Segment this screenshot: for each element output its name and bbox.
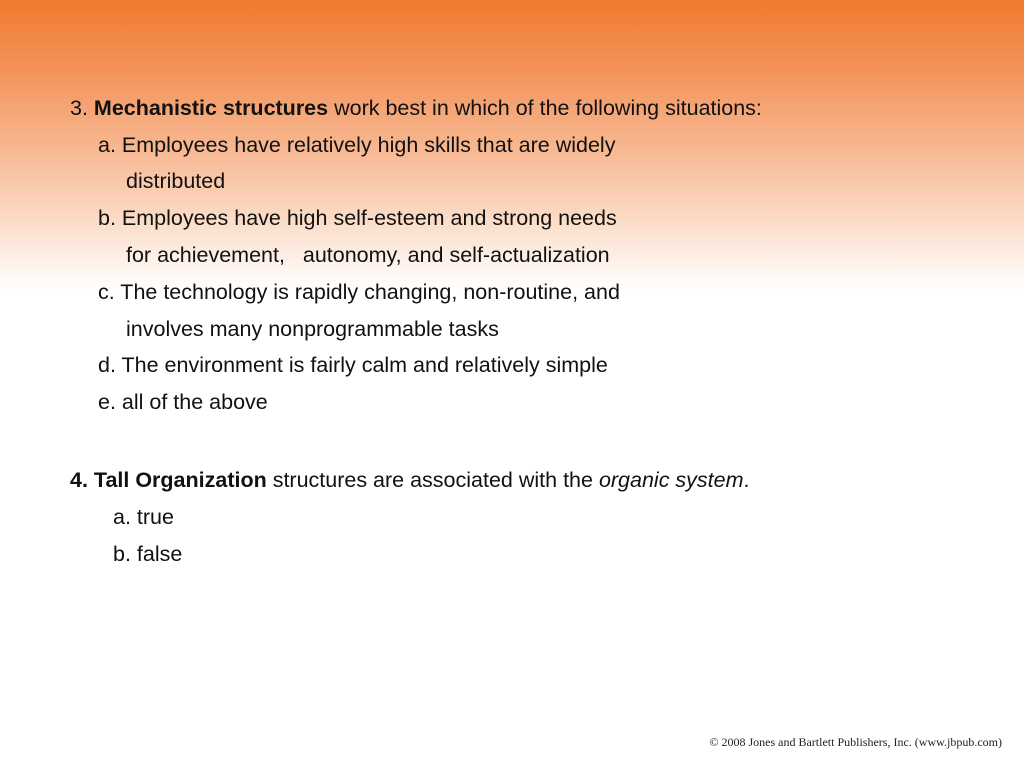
question-3-stem bbox=[70, 95, 762, 121]
question-3-option-b-continued: for achievement, autonomy, and self-actualization bbox=[126, 243, 610, 267]
question-3-option-e: e. all of the above bbox=[98, 390, 268, 414]
question-3-option-a-continued: distributed bbox=[126, 169, 226, 193]
question-4-option-a: a. true bbox=[113, 505, 174, 529]
question-3-number: 3. bbox=[70, 96, 94, 120]
copyright-footer: © 2008 Jones and Bartlett Publishers, Inc. (www.jbpub.com) bbox=[709, 735, 1002, 749]
question-4-text: structures are associated with the bbox=[266, 468, 599, 492]
question-3-term: Mechanistic structures bbox=[93, 96, 329, 120]
question-4-emphasis: organic system bbox=[598, 468, 744, 492]
question-3-option-a: a. Employees have relatively high skills that are widely bbox=[98, 133, 616, 157]
question-4-period: . bbox=[743, 468, 750, 492]
question-3-option-b: b. Employees have high self-esteem and strong needs bbox=[98, 206, 617, 230]
question-4-term: 4. Tall Organization bbox=[70, 468, 267, 492]
question-3-option-c-continued: involves many nonprogrammable tasks bbox=[126, 317, 499, 341]
question-4-option-b: b. false bbox=[113, 542, 183, 566]
question-3-option-c: c. The technology is rapidly changing, non-routine, and bbox=[98, 280, 620, 304]
question-3-option-d: d. The environment is fairly calm and relatively simple bbox=[98, 353, 608, 377]
question-3-text: work best in which of the following situations: bbox=[328, 96, 762, 120]
question-4-stem bbox=[70, 467, 750, 493]
